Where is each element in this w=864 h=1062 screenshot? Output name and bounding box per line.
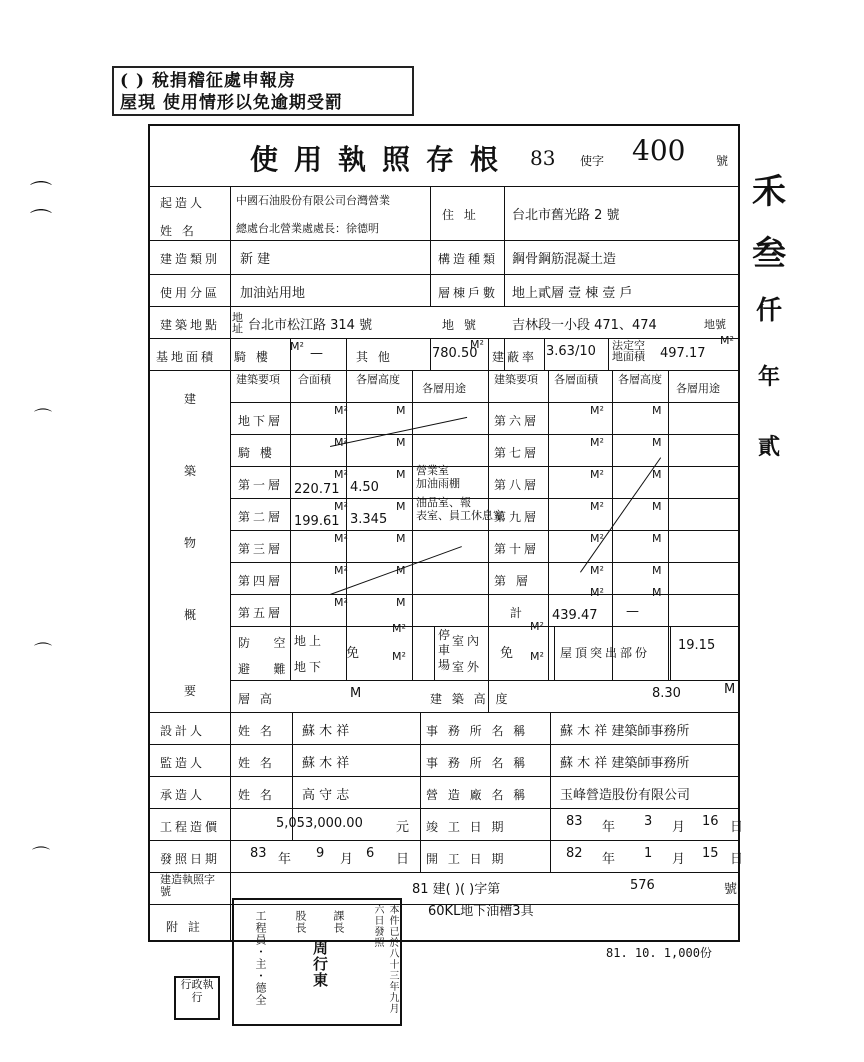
- office-seal-text: 行政執行: [180, 978, 214, 1004]
- unit-m2: M²: [530, 620, 544, 633]
- cost-label: 工程造價: [160, 820, 221, 834]
- contractor-name-label: 姓 名: [238, 788, 275, 802]
- unit-m: M: [652, 436, 662, 449]
- unit-m2: M²: [590, 436, 604, 449]
- coverage-label: 建蔽率: [492, 350, 538, 364]
- supervisor-label: 監造人: [160, 756, 206, 770]
- header-right-area: 各層面積: [554, 373, 598, 386]
- handwriting-mark: 叁: [752, 234, 786, 274]
- tax-notice-line2: 屋現 使用情形以免逾期受罰: [120, 93, 343, 113]
- floor-name: 第十層: [494, 542, 540, 556]
- start-day: 15: [702, 846, 719, 861]
- header-left-height: 各層高度: [356, 373, 400, 386]
- remarks-label: 附 註: [166, 920, 203, 934]
- floor-area: 220.71: [294, 482, 340, 497]
- zone-label: 使用分區: [160, 286, 221, 300]
- unit-m2: M²: [590, 564, 604, 577]
- floor-name: 第 層: [494, 574, 531, 588]
- floor-height: 4.50: [350, 480, 379, 495]
- arcade-unit: M²: [290, 340, 304, 353]
- floor-name: 第八層: [494, 478, 540, 492]
- site-area-label: 基地面積: [156, 350, 217, 364]
- unit-m2: M²: [334, 596, 348, 609]
- unit-m2: M²: [392, 622, 406, 635]
- unit-m2: M²: [590, 468, 604, 481]
- building-height-value: 8.30: [652, 686, 681, 701]
- floor-height-value: M: [350, 686, 362, 701]
- designer-name-label: 姓 名: [238, 724, 275, 738]
- supervisor-name: 蘇 木 祥: [302, 756, 350, 771]
- floor-name: 第三層: [238, 542, 284, 556]
- floor-height-label: 層 高: [238, 692, 275, 706]
- floor-name: 第一層: [238, 478, 284, 492]
- structure-type: 鋼骨鋼筋混凝土造: [512, 252, 617, 267]
- binding-mark: ⌒: [34, 408, 52, 429]
- floor-name: 第七層: [494, 446, 540, 460]
- start-day-unit: 日: [730, 852, 744, 867]
- parking-value: 免: [500, 646, 514, 661]
- chief-seal: 周行東: [311, 940, 329, 988]
- coverage-value: 3.63/10: [546, 344, 596, 359]
- building-height-unit: M: [724, 682, 736, 697]
- overview-side-label: 要: [184, 684, 200, 698]
- floor-name: 第二層: [238, 510, 284, 524]
- shelter-below-label: 地下: [294, 660, 325, 674]
- title-row: [150, 126, 738, 187]
- floors-units-label: 層棟戶數: [438, 286, 499, 300]
- contractor-firm: 玉峰營造股份有限公司: [560, 788, 691, 803]
- unit-m: M: [396, 564, 406, 577]
- owner-name-line1: 中國石油股份有限公司台灣營業: [236, 194, 390, 207]
- floor-name: 第四層: [238, 574, 284, 588]
- floor-name: 第九層: [494, 510, 540, 524]
- other-area-label: 其 他: [356, 350, 393, 364]
- total-height: —: [626, 604, 639, 619]
- issue-year: 83: [250, 846, 267, 861]
- start-month: 1: [644, 846, 653, 861]
- section-chief-label: 股長: [294, 910, 307, 934]
- total-area: 439.47: [552, 608, 598, 623]
- floor-name: 第五層: [238, 606, 284, 620]
- building-type-label: 建造類別: [160, 252, 221, 266]
- completion-day: 16: [702, 814, 719, 829]
- designer-name: 蘇 木 祥: [302, 724, 350, 739]
- binding-mark: ⌒: [32, 846, 50, 867]
- header-right-use: 各層用途: [676, 382, 720, 395]
- unit-m: M: [652, 532, 662, 545]
- lot-suffix: 地號: [704, 318, 726, 331]
- unit-m: M: [396, 468, 406, 481]
- permit-hao: 號: [716, 154, 729, 168]
- supervisor-name-label: 姓 名: [238, 756, 275, 770]
- unit-m2: M²: [590, 586, 604, 599]
- designer-office-label: 事 務 所 名 稱: [426, 724, 529, 738]
- header-left-use: 各層用途: [422, 382, 466, 395]
- unit-m2: M²: [590, 404, 604, 417]
- unit-m: M: [396, 596, 406, 609]
- contractor-label: 承造人: [160, 788, 206, 802]
- permit-year: 83: [530, 146, 556, 170]
- cost-unit: 元: [396, 820, 410, 835]
- contractor-firm-label: 營 造 廠 名 稱: [426, 788, 529, 802]
- start-date-label: 開 工 日 期: [426, 852, 507, 866]
- issue-date-label: 發照日期: [160, 852, 221, 866]
- building-height-label: 建 築 高 度: [430, 692, 511, 706]
- build-permit-number: 576: [630, 878, 655, 893]
- parking-indoor-label: 室內: [452, 634, 483, 648]
- overview-side-label: 概: [184, 608, 200, 622]
- floor-name: 計: [510, 606, 526, 620]
- completion-date-label: 竣 工 日 期: [426, 820, 507, 834]
- header-right-item: 建築要項: [494, 373, 538, 386]
- shelter-value: 免: [346, 646, 360, 661]
- completion-month: 3: [644, 814, 653, 829]
- issue-month-unit: 月: [340, 852, 354, 867]
- division-chief-label: 課長: [332, 910, 345, 934]
- roof-value: 19.15: [678, 638, 716, 653]
- issue-day-unit: 日: [396, 852, 410, 867]
- floor-area: 199.61: [294, 514, 340, 529]
- unit-m2: M²: [334, 404, 348, 417]
- open-space-label: 法定空地面積: [612, 339, 645, 363]
- start-year-unit: 年: [602, 852, 616, 867]
- unit-m2: M²: [334, 436, 348, 449]
- floor-name: 騎 樓: [238, 446, 275, 460]
- lot-number: 吉林段一小段 471、474: [512, 318, 657, 333]
- print-run-note: 81. 10. 1,000份: [606, 946, 712, 960]
- unit-m: M: [652, 404, 662, 417]
- header-left-area: 合面積: [298, 373, 331, 386]
- unit-m: M: [652, 468, 662, 481]
- lot-label: 地 號: [442, 318, 479, 332]
- issue-year-unit: 年: [278, 852, 292, 867]
- shelter-above-label: 地上: [294, 634, 325, 648]
- unit-m2: M²: [334, 532, 348, 545]
- parking-label: 停 車 場: [438, 628, 454, 672]
- overview-side-label: 築: [184, 464, 200, 478]
- approval-stamp: [232, 898, 402, 1026]
- building-type: 新 建: [240, 252, 271, 267]
- floor-use: 營業室 加油雨棚: [416, 464, 460, 490]
- address-label: 住 址: [442, 208, 479, 222]
- handwriting-mark: 貳: [758, 434, 781, 460]
- open-space-unit: M²: [720, 334, 734, 347]
- open-space-value: 497.17: [660, 346, 706, 361]
- overview-side-label: 物: [184, 536, 200, 550]
- designer-office: 蘇 木 祥 建築師事務所: [560, 724, 690, 739]
- issue-day: 6: [366, 846, 375, 861]
- unit-m2: M²: [590, 532, 604, 545]
- unit-m2: M²: [334, 564, 348, 577]
- unit-m2: M²: [392, 650, 406, 663]
- build-permit-text: 81 建( )( )字第: [412, 882, 501, 897]
- overview-side-label: 建: [184, 392, 200, 406]
- completion-year-unit: 年: [602, 820, 616, 835]
- supervisor-office-label: 事 務 所 名 稱: [426, 756, 529, 770]
- shelter-label: 防 空 避 難: [238, 636, 289, 676]
- cost-value: 5,053,000.00: [276, 816, 363, 831]
- unit-m: M: [396, 436, 406, 449]
- start-year: 82: [566, 846, 583, 861]
- start-month-unit: 月: [672, 852, 686, 867]
- unit-m: M: [396, 532, 406, 545]
- roof-label: 屋頂突出部份: [560, 646, 651, 660]
- office-seal: [174, 976, 220, 1020]
- unit-m2: M²: [590, 500, 604, 513]
- owner-name-label: 姓 名: [160, 224, 197, 238]
- tax-notice-stamp: [112, 66, 414, 116]
- header-right-height: 各層高度: [618, 373, 662, 386]
- other-area-value: 780.50: [432, 346, 478, 361]
- permit-form: [148, 124, 744, 942]
- permit-zi: 使字: [580, 154, 605, 168]
- unit-m2: M²: [334, 500, 348, 513]
- site-label: 建築地點: [160, 318, 221, 332]
- unit-m: M: [652, 500, 662, 513]
- handwriting-mark: 仟: [756, 296, 783, 326]
- arcade-label: 騎 樓: [234, 350, 271, 364]
- zone: 加油站用地: [240, 286, 306, 301]
- site-sub-label: 地址: [232, 311, 243, 335]
- header-left-item: 建築要項: [236, 373, 280, 386]
- contractor-name: 高 守 志: [302, 788, 350, 803]
- owner-label: 起造人: [160, 196, 206, 210]
- binding-mark: ⌒: [30, 209, 53, 234]
- floor-height: 3.345: [350, 512, 388, 527]
- supervisor-office: 蘇 木 祥 建築師事務所: [560, 756, 690, 771]
- form-title: 使用執照存根: [250, 143, 515, 176]
- unit-m: M: [652, 586, 662, 599]
- binding-mark: ⌒: [30, 181, 53, 206]
- floor-use: 油品室、報 表室、員工休息室: [416, 496, 504, 522]
- engineer-signature: 工程員・主・德全: [254, 910, 267, 1006]
- floor-name: 第六層: [494, 414, 540, 428]
- structure-label: 構造種類: [438, 252, 499, 266]
- owner-name-line2: 總處台北營業處處長：徐德明: [236, 222, 379, 235]
- handwriting-mark: 年: [758, 364, 781, 390]
- completion-month-unit: 月: [672, 820, 686, 835]
- build-permit-hao: 號: [724, 882, 738, 897]
- unit-m: M: [396, 500, 406, 513]
- completion-year: 83: [566, 814, 583, 829]
- unit-m: M: [652, 564, 662, 577]
- binding-mark: ⌒: [34, 642, 52, 663]
- handwriting-mark: 禾: [752, 172, 786, 212]
- parking-outdoor-label: 室外: [452, 660, 483, 674]
- unit-m: M: [396, 404, 406, 417]
- issued-note: 本件已於八十三年九月六日發照: [372, 904, 398, 1014]
- other-area-unit: M²: [470, 338, 484, 351]
- completion-day-unit: 日: [730, 820, 744, 835]
- unit-m2: M²: [334, 468, 348, 481]
- permit-number: 400: [632, 134, 686, 167]
- tax-notice-line1: ( ) 稅捐稽征處申報房: [120, 71, 296, 91]
- floor-name: 地下層: [238, 414, 284, 428]
- issue-month: 9: [316, 846, 325, 861]
- owner-address: 台北市舊光路 2 號: [512, 208, 620, 223]
- build-permit-label: 建造執照字號: [160, 873, 215, 898]
- arcade-value: —: [310, 346, 323, 361]
- designer-label: 設計人: [160, 724, 206, 738]
- remarks-text: 60KL地下油槽3具: [428, 904, 534, 919]
- floors-units: 地上貳層 壹 棟 壹 戶: [512, 286, 633, 301]
- unit-m2: M²: [530, 650, 544, 663]
- site-address: 台北市松江路 314 號: [248, 318, 373, 333]
